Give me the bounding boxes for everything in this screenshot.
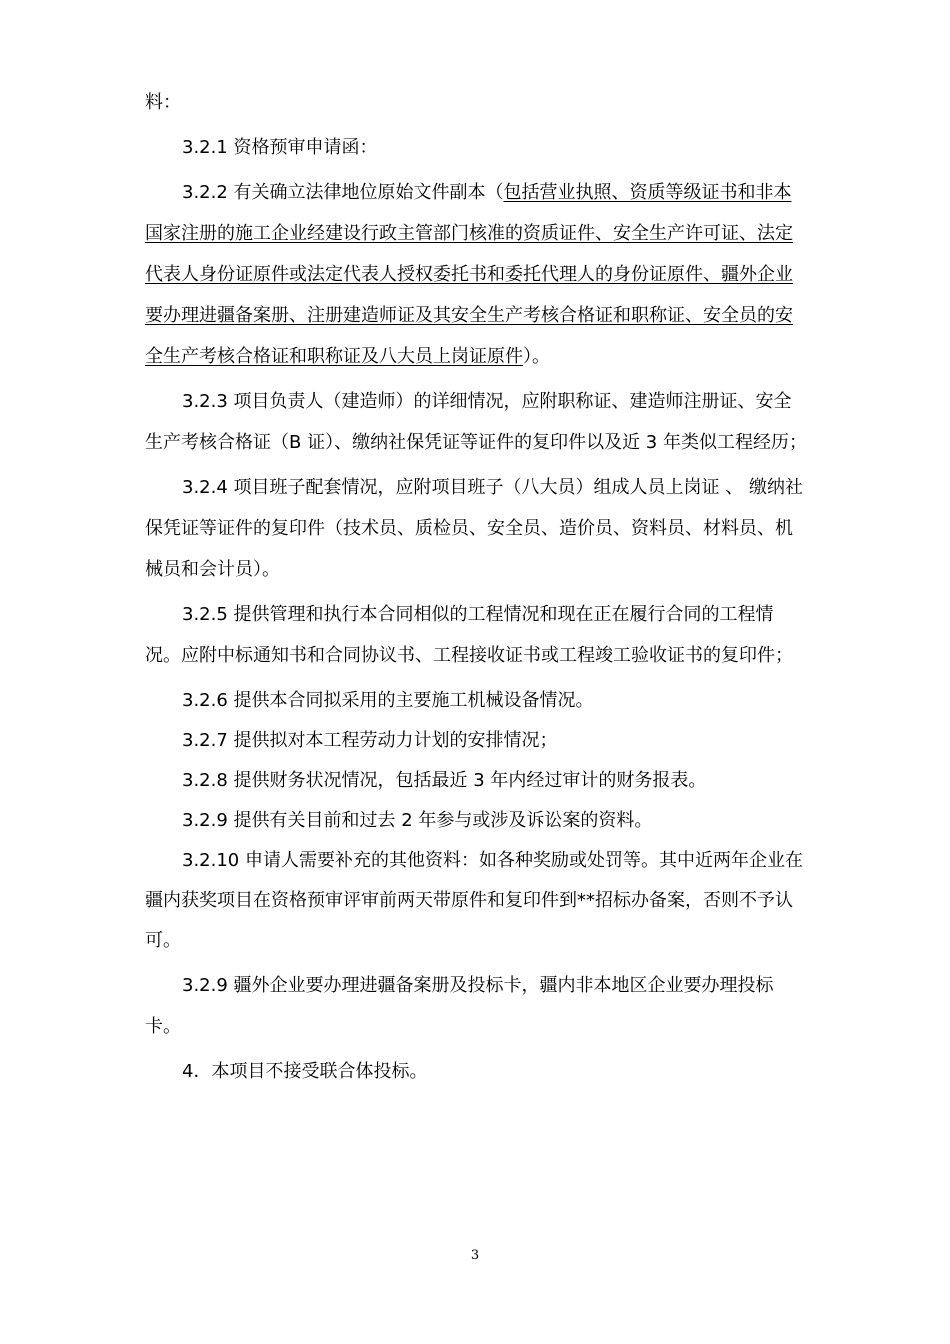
paragraph-3-2-2 — [145, 172, 808, 377]
paragraph-3-2-10: 3.2.10 申请人需要补充的其他资料：如各种奖励或处罚等。其中近两年企业在疆内获奖项目在资格预审评审前两天带原件和复印件到**招标办备案，否则不予认可。 — [145, 850, 803, 951]
paragraph-3-2-1: 3.2.1 资格预审申请函： — [182, 137, 378, 158]
paragraph-3-2-2-prefix: 3.2.2 有关确立法律地位原始文件副本（ — [182, 182, 504, 203]
paragraph-3-2-5: 3.2.5 提供管理和执行本合同相似的工程情况和现在正在履行合同的工程情况。应附中标通知书和合同协议书、工程接收证书或工程竣工验收证书的复印件； — [145, 604, 793, 666]
body-text — [145, 82, 808, 1092]
paragraph-3-2-6: 3.2.6 提供本合同拟采用的主要施工机械设备情况。 — [182, 690, 594, 711]
paragraph-3-2-9: 3.2.9 提供有关目前和过去 2 年参与或涉及诉讼案的资料。 — [182, 810, 653, 831]
paragraph-3-2-7: 3.2.7 提供拟对本工程劳动力计划的安排情况； — [182, 730, 558, 751]
page-number: 3 — [470, 1248, 480, 1263]
paragraph-3-2-8: 3.2.8 提供财务状况情况，包括最近 3 年内经过审计的财务报表。 — [182, 770, 707, 791]
paragraph-3-2-4: 3.2.4 项目班子配套情况，应附项目班子（八大员）组成人员上岗证 、 缴纳社保凭证等证件的复印件（技术员、质检员、安全员、造价员、资料员、材料员、机械员和会计员）。 — [145, 477, 803, 580]
paragraph-4: 4．本项目不接受联合体投标。 — [182, 1061, 428, 1082]
paragraph-continuation: 料： — [145, 92, 181, 113]
paragraph-3-2-9-b: 3.2.9 疆外企业要办理进疆备案册及投标卡，疆内非本地区企业要办理投标卡。 — [145, 975, 774, 1037]
paragraph-3-2-2-suffix: ）。 — [523, 346, 550, 367]
paragraph-3-2-3: 3.2.3 项目负责人（建造师）的详细情况，应附职称证、建造师注册证、安全生产考核合格证（B 证）、缴纳社保凭证等证件的复印件以及近 3 年类似工程经历； — [145, 391, 807, 453]
paragraph-3-2-2-underlined: 包括营业执照、资质等级证书和非本国家注册的施工企业经建设行政主管部门核准的资质证件、安全生产许可证、法定代表人身份证原件或法定代表人授权委托书和委托代理人的身份证原件、疆外企业要办理进疆备案册、注册建造师证及其安全生产考核合格证和职称证、安全员的安全生产考核合格证和职称证及八大员上岗证原件 — [145, 182, 793, 367]
